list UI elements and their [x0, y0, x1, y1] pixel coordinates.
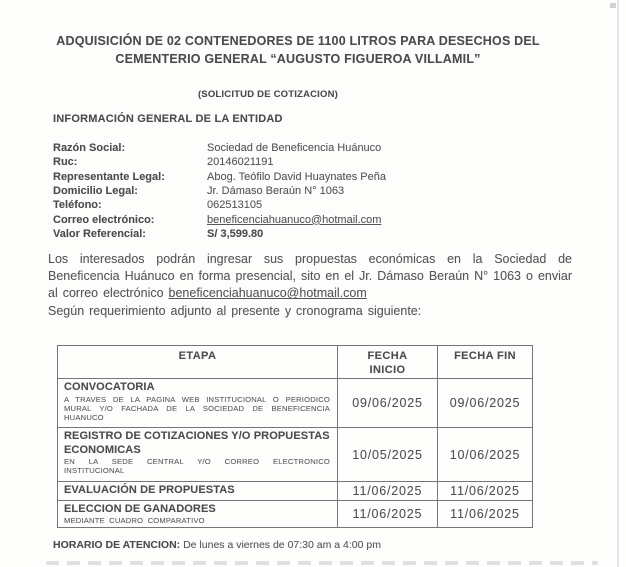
stage-cell [58, 500, 338, 528]
stage-title: EVALUACIÓN DE PROPUESTAS [64, 484, 235, 496]
intro-paragraph [48, 251, 572, 303]
fecha-fin-cell: 09/06/2025 [438, 379, 533, 428]
table-header-row [58, 346, 533, 379]
field-value: Abog. Teófilo David Huaynates Peña [207, 170, 386, 183]
stage-title: CONVOCATORIA [64, 381, 155, 393]
field-label: Correo electrónico: [53, 213, 155, 226]
field-value: 062513105 [207, 199, 263, 212]
entity-info-list [53, 141, 483, 241]
field-label: Domicilio Legal: [53, 185, 138, 198]
column-header-fecha-inicio: FECHA INICIO [338, 346, 438, 379]
office-hours-text: De lunes a viernes de 07:30 am a 4:00 pm [180, 539, 381, 551]
scan-page-edge-artifact [617, 0, 619, 567]
email-link[interactable]: beneficenciahuanuco@hotmail.com [207, 213, 382, 226]
field-row-ruc [53, 155, 483, 169]
field-label: Teléfono: [53, 199, 102, 212]
field-value: Sociedad de Beneficencia Huánuco [207, 142, 382, 155]
fecha-fin-cell: 10/06/2025 [438, 428, 533, 482]
stage-detail: A TRAVES DE LA PAGINA WEB INSTITUCIONAL O PERIODICO MURAL Y/O FACHADA DE LA SOCIEDAD DE BENEFICENCIA HUANUCO [64, 394, 330, 422]
document-subtitle: (SOLICITUD DE COTIZACION) [197, 89, 339, 100]
field-label: Valor Referencial: [53, 227, 146, 240]
document-title-line2: CEMENTERIO GENERAL “AUGUSTO FIGUEROA VILLAMIL” [115, 51, 481, 66]
fecha-inicio-cell: 09/06/2025 [338, 379, 438, 428]
field-row-correo-electronico [53, 212, 483, 226]
table-row-eleccion-ganadores [58, 500, 533, 528]
field-row-representante-legal [53, 170, 483, 184]
intro-text: Los interesados podrán ingresar sus propuestas económicas en la Sociedad de Beneficencia Huánuco en forma presencial, sito en el Jr. Dámaso Beraún N° 1063 o enviar al correo electrónico [48, 252, 572, 301]
field-row-telefono [53, 198, 483, 212]
table-row-registro-cotizaciones [58, 428, 533, 482]
fecha-inicio-cell: 11/06/2025 [338, 482, 438, 501]
fecha-fin-cell: 11/06/2025 [438, 482, 533, 501]
office-hours [53, 539, 381, 551]
field-row-razon-social [53, 141, 483, 155]
stage-detail: EN LA SEDE CENTRAL Y/O CORREO ELECTRONICO INSTITUCIONAL [64, 457, 330, 475]
email-link[interactable]: beneficenciahuanuco@hotmail.com [168, 286, 367, 301]
document-title [48, 33, 548, 68]
field-value: Jr. Dámaso Beraún N° 1063 [207, 185, 345, 198]
stage-title: ELECCION DE GANADORES [64, 502, 216, 515]
field-value: S/ 3,599.80 [207, 227, 264, 240]
stage-detail: MEDIANTE CUADRO COMPARATIVO [64, 516, 205, 525]
table-row-convocatoria [58, 379, 533, 428]
table-row-evaluacion-propuestas [58, 482, 533, 501]
schedule-table [57, 345, 533, 528]
stage-cell [58, 428, 338, 482]
fecha-inicio-cell: 11/06/2025 [338, 500, 438, 528]
column-header-etapa: ETAPA [58, 346, 338, 379]
document-title-line1: ADQUISICIÓN DE 02 CONTENEDORES DE 1100 LITROS PARA DESECHOS DEL [56, 34, 540, 48]
office-hours-label: HORARIO DE ATENCION: [53, 539, 181, 551]
stage-cell [58, 379, 338, 428]
fecha-fin-cell: 11/06/2025 [438, 500, 533, 528]
field-label: Razón Social: [53, 142, 126, 155]
stage-cell [58, 482, 338, 501]
field-label: Ruc: [53, 156, 78, 169]
schedule-table-container [57, 345, 533, 528]
column-header-fecha-fin: FECHA FIN [438, 346, 533, 379]
field-value: 20146021191 [207, 156, 274, 169]
cronograma-lead-text: Según requerimiento adjunto al presente y cronograma siguiente: [48, 304, 422, 318]
field-row-domicilio-legal [53, 184, 483, 198]
stage-title: REGISTRO DE COTIZACIONES Y/O PROPUESTAS ECONOMICAS [64, 430, 330, 456]
section-heading-entity-info: INFORMACIÓN GENERAL DE LA ENTIDAD [53, 113, 283, 125]
scan-corner-artifact [610, 3, 616, 8]
fecha-inicio-cell: 10/05/2025 [338, 428, 438, 482]
field-row-valor-referencial [53, 227, 483, 241]
scan-cutoff-text-artifact [46, 561, 598, 565]
field-label: Representante Legal: [53, 170, 165, 183]
